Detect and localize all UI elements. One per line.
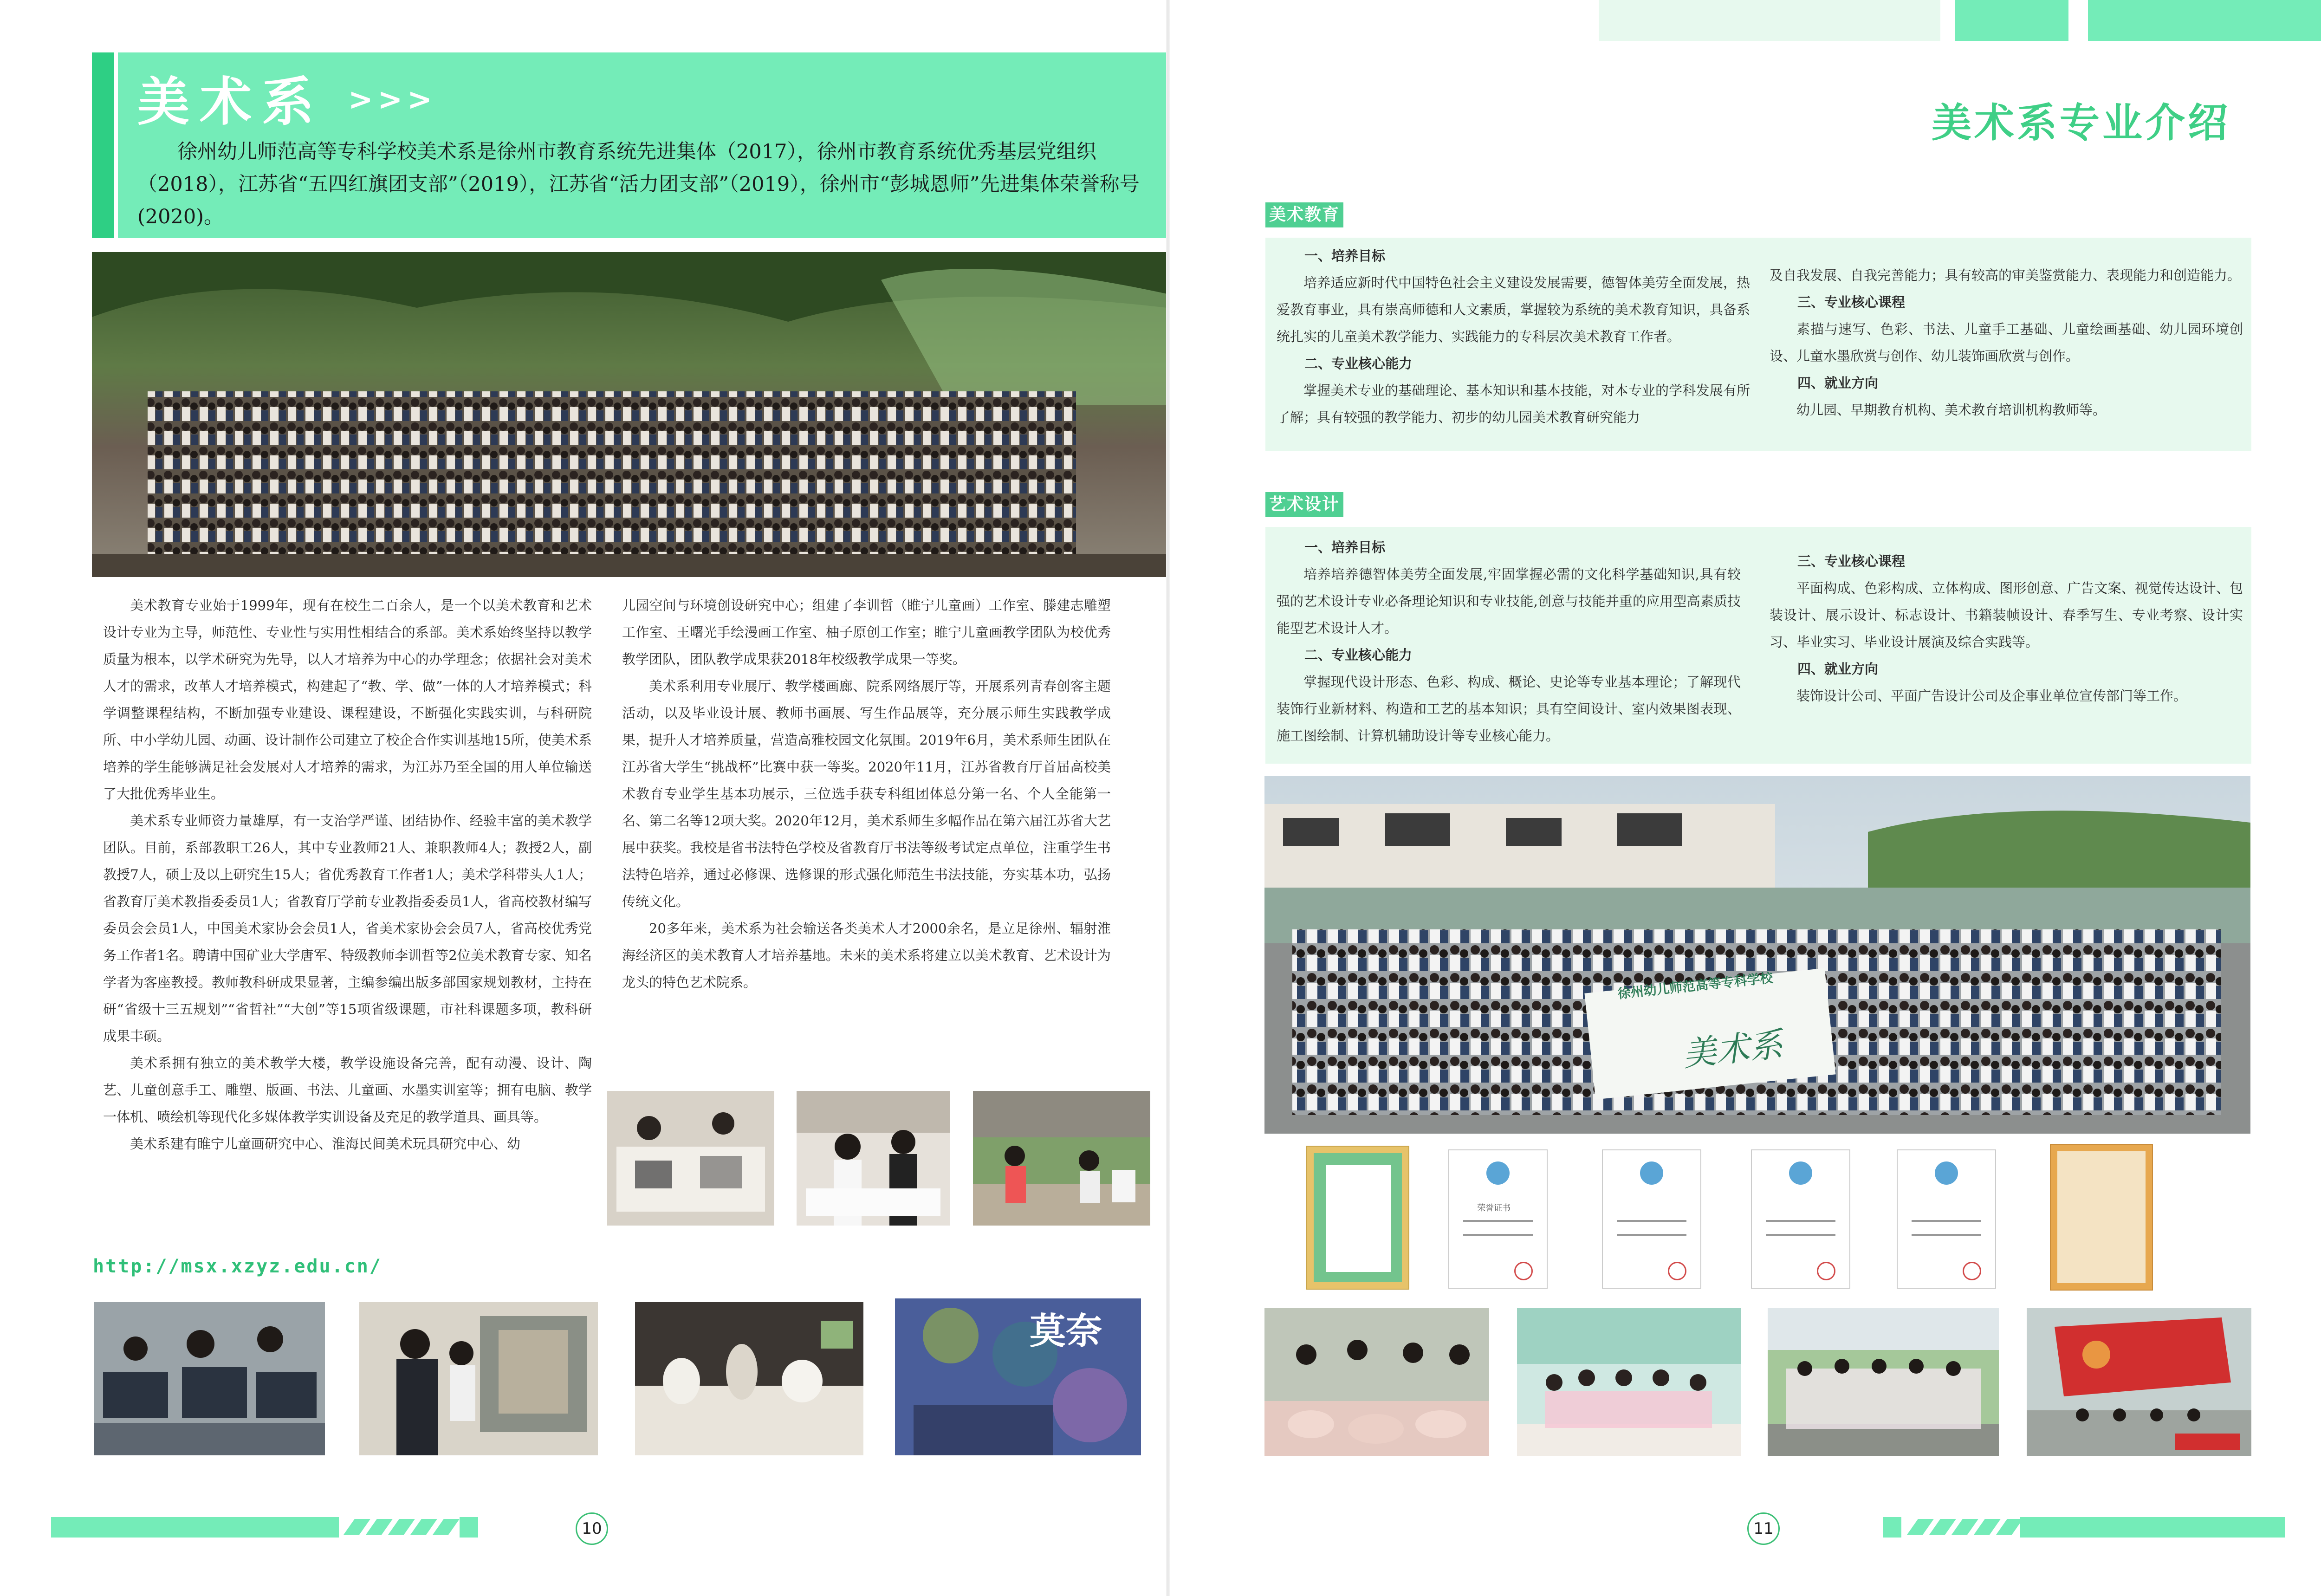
department-url-link[interactable]: http://msx.xzyz.edu.cn/ bbox=[93, 1256, 382, 1277]
section-paragraph: 培养培养德智体美劳全面发展,牢固掌握必需的文化科学基础知识,具有较强的艺术设计专业必备理论知识和专业技能,创意与技能并重的应用型高素质技能型艺术设计人才。 bbox=[1277, 566, 1741, 636]
header-intro: 徐州幼儿师范高等专科学校美术系是徐州市教育系统先进集体（2017），徐州市教育系统优秀基层党组织（2018），江苏省“五四红旗团支部”（2019），江苏省“活力团支部”（2019），徐州市“彭城恩师”先进集体荣誉称号(2020)。 bbox=[137, 140, 1140, 228]
header-accent-bar bbox=[92, 52, 114, 238]
section-paragraph: 培养适应新时代中国特色社会主义建设发展需要，德智体美劳全面发展，热爱教育事业，具有崇高师德和人文素质，掌握较为系统的美术教育知识，具备系统扎实的儿童美术教学能力、实践能力的专科层次美术教育工作者。 bbox=[1277, 275, 1750, 344]
paragraph: 美术系利用专业展厅、教学楼画廊、院系网络展厅等，开展系列青春创客主题活动，以及毕业设计展、教师书画展、写生作品展等，充分展示师生实践教学成果，提升人才培养质量，营造高雅校园文化氛围。2019年6月，美术系师生团队在江苏省大学生“挑战杯”比赛中获一等奖。2020年11月，江苏省教育厅首届高校美术教育专业学生基本功展示，三位选手获专科组团体总分第一名、个人全能第一名、第二名等12项大奖。2020年12月，美术系师生多幅作品在第六届江苏省大艺展中获奖。我校是省书法特色学校及省教育厅书法等级考试定点单位，注重学生书法特色培养，通过必修课、选修课的形式强化师范生书法技能，夯实基本功，弘扬传统文化。 bbox=[622, 678, 1111, 909]
footer-stripe bbox=[1951, 1519, 1978, 1535]
section-paragraph: 装饰设计公司、平面广告设计公司及企事业单位宣传部门等工作。 bbox=[1796, 688, 2187, 704]
certificate-label: 荣誉证书 bbox=[1477, 1203, 1511, 1213]
left-footer-bar bbox=[51, 1517, 339, 1538]
section-heading: 三、专业核心课程 bbox=[1797, 553, 1906, 569]
footer-stripe bbox=[344, 1519, 370, 1535]
footer-stripe bbox=[366, 1519, 393, 1535]
field-trip-group-photo bbox=[1264, 776, 2250, 1134]
header-arrows: >>> bbox=[348, 83, 437, 117]
exhibition-guidance-photo bbox=[359, 1302, 598, 1455]
section-tag-art-design: 艺术设计 bbox=[1265, 492, 1343, 517]
section-heading: 一、培养目标 bbox=[1304, 248, 1386, 264]
banner-school-name: 徐州幼儿师范高等专科学校 bbox=[1617, 970, 1774, 1002]
right-footer-bar-1 bbox=[1883, 1517, 1901, 1538]
certificate-4 bbox=[1751, 1149, 1850, 1289]
section-paragraph: 掌握美术专业的基础理论、基本知识和基本技能，对本专业的学科发展有所了解；具有较强的教学能力、初步的幼儿园美术教育研究能力 bbox=[1277, 383, 1750, 425]
page-title: 美术系专业介绍 bbox=[1932, 100, 2230, 146]
party-flag-monument-photo bbox=[2027, 1308, 2251, 1456]
section-heading: 一、培养目标 bbox=[1304, 539, 1386, 555]
paragraph: 儿园空间与环境创设研究中心；组建了李训哲（睢宁儿童画）工作室、滕建志雕塑工作室、王曙光手绘漫画工作室、柚子原创工作室；睢宁儿童画教学团队为校优秀教学团队，团队教学成果获2018年校级教学成果一等奖。 bbox=[622, 597, 1111, 667]
footer-stripe bbox=[388, 1519, 415, 1535]
footer-stripe bbox=[1974, 1519, 2001, 1535]
certificate-6 bbox=[2050, 1144, 2153, 1291]
top-tab bbox=[1599, 0, 1940, 41]
paragraph: 20多年来，美术系为社会输送各类美术人才2000余名，是立足徐州、辐射淮海经济区的美术教育人才培养基地。未来的美术系将建立以美术教育、艺术设计为龙头的特色艺术院系。 bbox=[622, 921, 1111, 990]
section-paragraph: 平面构成、色彩构成、立体构成、图形创意、广告文案、视觉传达设计、包装设计、展示设计、标志设计、书籍装帧设计、春季写生、专业考察、设计实习、毕业实习、毕业设计展演及综合实践等。 bbox=[1770, 580, 2243, 650]
top-tab bbox=[2088, 0, 2321, 41]
left-text-column-2 bbox=[622, 592, 1111, 1075]
footer-stripe bbox=[410, 1519, 437, 1535]
right-page bbox=[1168, 0, 2321, 1596]
paragraph: 美术教育专业始于1999年，现有在校生二百余人，是一个以美术教育和艺术设计专业为主导，师范性、专业性与实用性相结合的系部。美术系始终坚持以教学质量为根本，以学术研究为先导，以人才培养为中心的办学理念；依据社会对美术人才的需求，改革人才培养模式，构建起了“教、学、做”一体的人才培养模式；科学调整课程结构，不断加强专业建设、课程建设，不断强化实践实训，与科研院所、中小学幼儿园、动画、设计制作公司建立了校企合作实训基地15所，使美术系培养的学生能够满足社会发展对人才培养的需求，为江苏乃至全国的用人单位输送了大批优秀毕业生。 bbox=[103, 597, 592, 802]
footer-stripe bbox=[1929, 1519, 1956, 1535]
calligraphy-class-photo bbox=[607, 1091, 774, 1226]
section-paragraph: 掌握现代设计形态、色彩、构成、概论、史论等专业基本理论；了解现代装饰行业新材料、构造和工艺的基本知识；具有空间设计、室内效果图表现、施工图绘制、计算机辅助设计等专业核心能力。 bbox=[1277, 674, 1741, 744]
section-paragraph: 幼儿园、早期教育机构、美术教育培训机构教师等。 bbox=[1796, 402, 2107, 418]
section-heading: 二、专业核心能力 bbox=[1304, 647, 1413, 663]
page-spine bbox=[1166, 0, 1170, 1596]
art-design-column-2 bbox=[1770, 548, 2243, 709]
section-heading: 二、专业核心能力 bbox=[1304, 356, 1413, 371]
section-tag-art-education: 美术教育 bbox=[1265, 202, 1343, 227]
certificate-2 bbox=[1448, 1149, 1548, 1289]
top-tab bbox=[1955, 0, 2068, 41]
stage-performance-photo bbox=[1517, 1308, 1741, 1456]
farm-visit-photo bbox=[1264, 1308, 1489, 1456]
right-footer-bar-2 bbox=[2020, 1517, 2285, 1538]
paragraph: 美术系建有睢宁儿童画研究中心、淮海民间美术玩具研究中心、幼 bbox=[130, 1136, 521, 1152]
poster-title: 莫奈 bbox=[1030, 1311, 1102, 1352]
certificate-3 bbox=[1602, 1149, 1701, 1289]
section-paragraph: 及自我发展、自我完善能力；具有较高的审美鉴赏能力、表现能力和创造能力。 bbox=[1770, 267, 2241, 283]
art-design-column-1 bbox=[1277, 534, 1741, 749]
page-number-left: 10 bbox=[576, 1512, 608, 1545]
art-education-column-2 bbox=[1770, 262, 2243, 423]
section-heading: 四、就业方向 bbox=[1797, 661, 1879, 677]
certificate-1 bbox=[1306, 1146, 1409, 1290]
park-group-photo bbox=[1768, 1308, 1999, 1456]
outdoor-sketching-photo bbox=[973, 1091, 1150, 1226]
section-paragraph: 素描与速写、色彩、书法、儿童手工基础、儿童绘画基础、幼儿园环境创设、儿童水墨欣赏与创作、幼儿装饰画欣赏与创作。 bbox=[1770, 321, 2243, 364]
group-photo bbox=[92, 252, 1167, 577]
paragraph: 美术系拥有独立的美术教学大楼，教学设施设备完善，配有动漫、设计、陶艺、儿童创意手工、雕塑、版画、书法、儿童画、水墨实训室等；拥有电脑、教学一体机、喷绘机等现代化多媒体教学实训设备及充足的教学道具、画具等。 bbox=[103, 1055, 592, 1125]
footer-stripe bbox=[1907, 1519, 1934, 1535]
banner-calligraphy: 美术系 bbox=[1680, 1024, 1785, 1074]
section-heading: 四、就业方向 bbox=[1797, 375, 1879, 391]
footer-stripe bbox=[433, 1519, 460, 1535]
page-number-right: 11 bbox=[1747, 1512, 1780, 1545]
footer-stripe bbox=[1996, 1519, 2023, 1535]
art-education-column-1 bbox=[1277, 242, 1750, 431]
header-title: 美术系 bbox=[137, 72, 324, 132]
students-calligraphy-photo bbox=[797, 1091, 950, 1226]
section-heading: 三、专业核心课程 bbox=[1797, 294, 1906, 310]
left-footer-bar-2 bbox=[460, 1517, 478, 1538]
monet-exhibition-photo bbox=[895, 1298, 1141, 1455]
ceramics-display-photo bbox=[635, 1302, 863, 1455]
left-text-column-1 bbox=[103, 592, 592, 1246]
certificate-5 bbox=[1897, 1149, 1996, 1289]
computer-lab-photo bbox=[94, 1302, 325, 1455]
paragraph: 美术系专业师资力量雄厚，有一支治学严谨、团结协作、经验丰富的美术教学团队。目前，系部教职工26人，其中专业教师21人、兼职教师4人；教授2人，副教授7人，硕士及以上研究生15人；省优秀教育工作者1人；美术学科带头人1人；省教育厅美术教指委委员1人；省教育厅学前专业教指委委员1人，省高校教材编写委员会会员1人，中国美术家协会会员1人，省美术家协会会员7人，省高校优秀党务工作者1名。聘请中国矿业大学唐军、特级教师李训哲等2位美术教育专家、知名学者为客座教授。教师教科研成果显著，主编参编出版多部国家规划教材，主持在研“省级十三五规划”“省哲社”“大创”等15项省级课题，市社科课题多项，教科研成果丰硕。 bbox=[103, 813, 592, 1044]
